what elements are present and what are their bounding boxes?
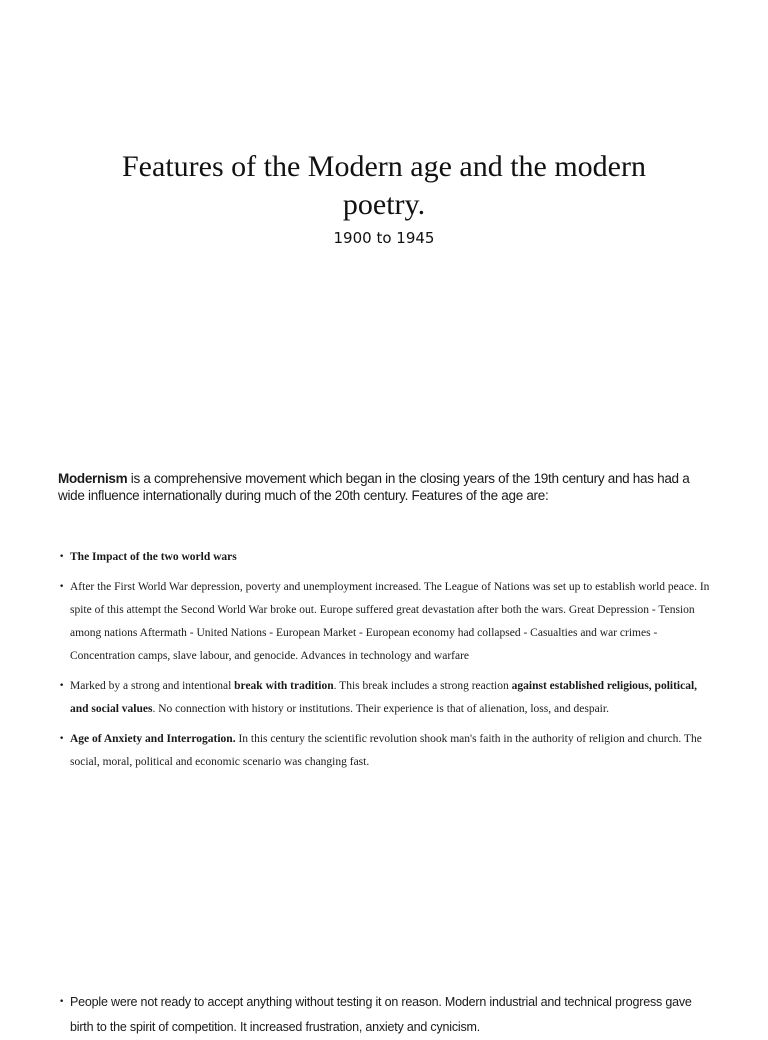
date-range-subtitle: 1900 to 1945 — [333, 229, 435, 247]
bullet-bold-text: Age of Anxiety and Interrogation. — [70, 733, 236, 745]
bullet-icon: • — [59, 681, 65, 691]
bullet-text: . No connection with history or institutions. Their experience is that of alienation, loss, and despair. — [152, 703, 609, 715]
intro-term: Modernism — [58, 471, 128, 486]
bullet-text: Marked by a strong and intentional — [70, 680, 235, 692]
bullet-text: People were not ready to accept anything without testing it on reason. Modern industrial and technical progress gave birth to the spirit of competition. It increased frustration, anxiety and cynicism. — [70, 995, 692, 1034]
bullet-icon: • — [59, 582, 65, 592]
list-item — [58, 728, 710, 774]
features-list — [58, 546, 710, 781]
bullet-bold-text: against established religious, political, and social values — [70, 680, 698, 715]
bullet-bold-text: break with tradition — [234, 680, 334, 692]
list-item — [58, 675, 710, 721]
bullet-text: In this century the scientific revolution shook man's faith in the authority of religion and church. The social, moral, political and economic scenario was changing fast. — [70, 733, 702, 768]
intro-paragraph — [58, 471, 718, 504]
bullet-icon: • — [59, 552, 65, 562]
bullet-icon: • — [59, 734, 65, 744]
list-item — [58, 990, 718, 1040]
bullet-text: After the First World War depression, poverty and unemployment increased. The League of Nations was set up to establish world peace. In spite of this attempt the Second World War broke out. Europe suffered great devastation after both the wars. Great Depression - Tension among nations Aftermath - United Nations - European Market - European economy had collapsed - Casualties and war crimes - Concentration camps, slave labour, and genocide. Advances in technology and warfare — [70, 581, 710, 662]
list-item — [58, 546, 710, 569]
continued-list — [58, 990, 718, 1040]
intro-text: is a comprehensive movement which began in the closing years of the 19th century and has had a wide influence internationally during much of the 20th century. Features of the age are: — [58, 471, 690, 503]
page-title: Features of the Modern age and the modern poetry. — [122, 150, 646, 221]
bullet-heading: The Impact of the two world wars — [70, 551, 237, 563]
bullet-icon: • — [59, 997, 65, 1007]
bullet-text: . This break includes a strong reaction — [333, 680, 512, 692]
list-item — [58, 576, 710, 668]
